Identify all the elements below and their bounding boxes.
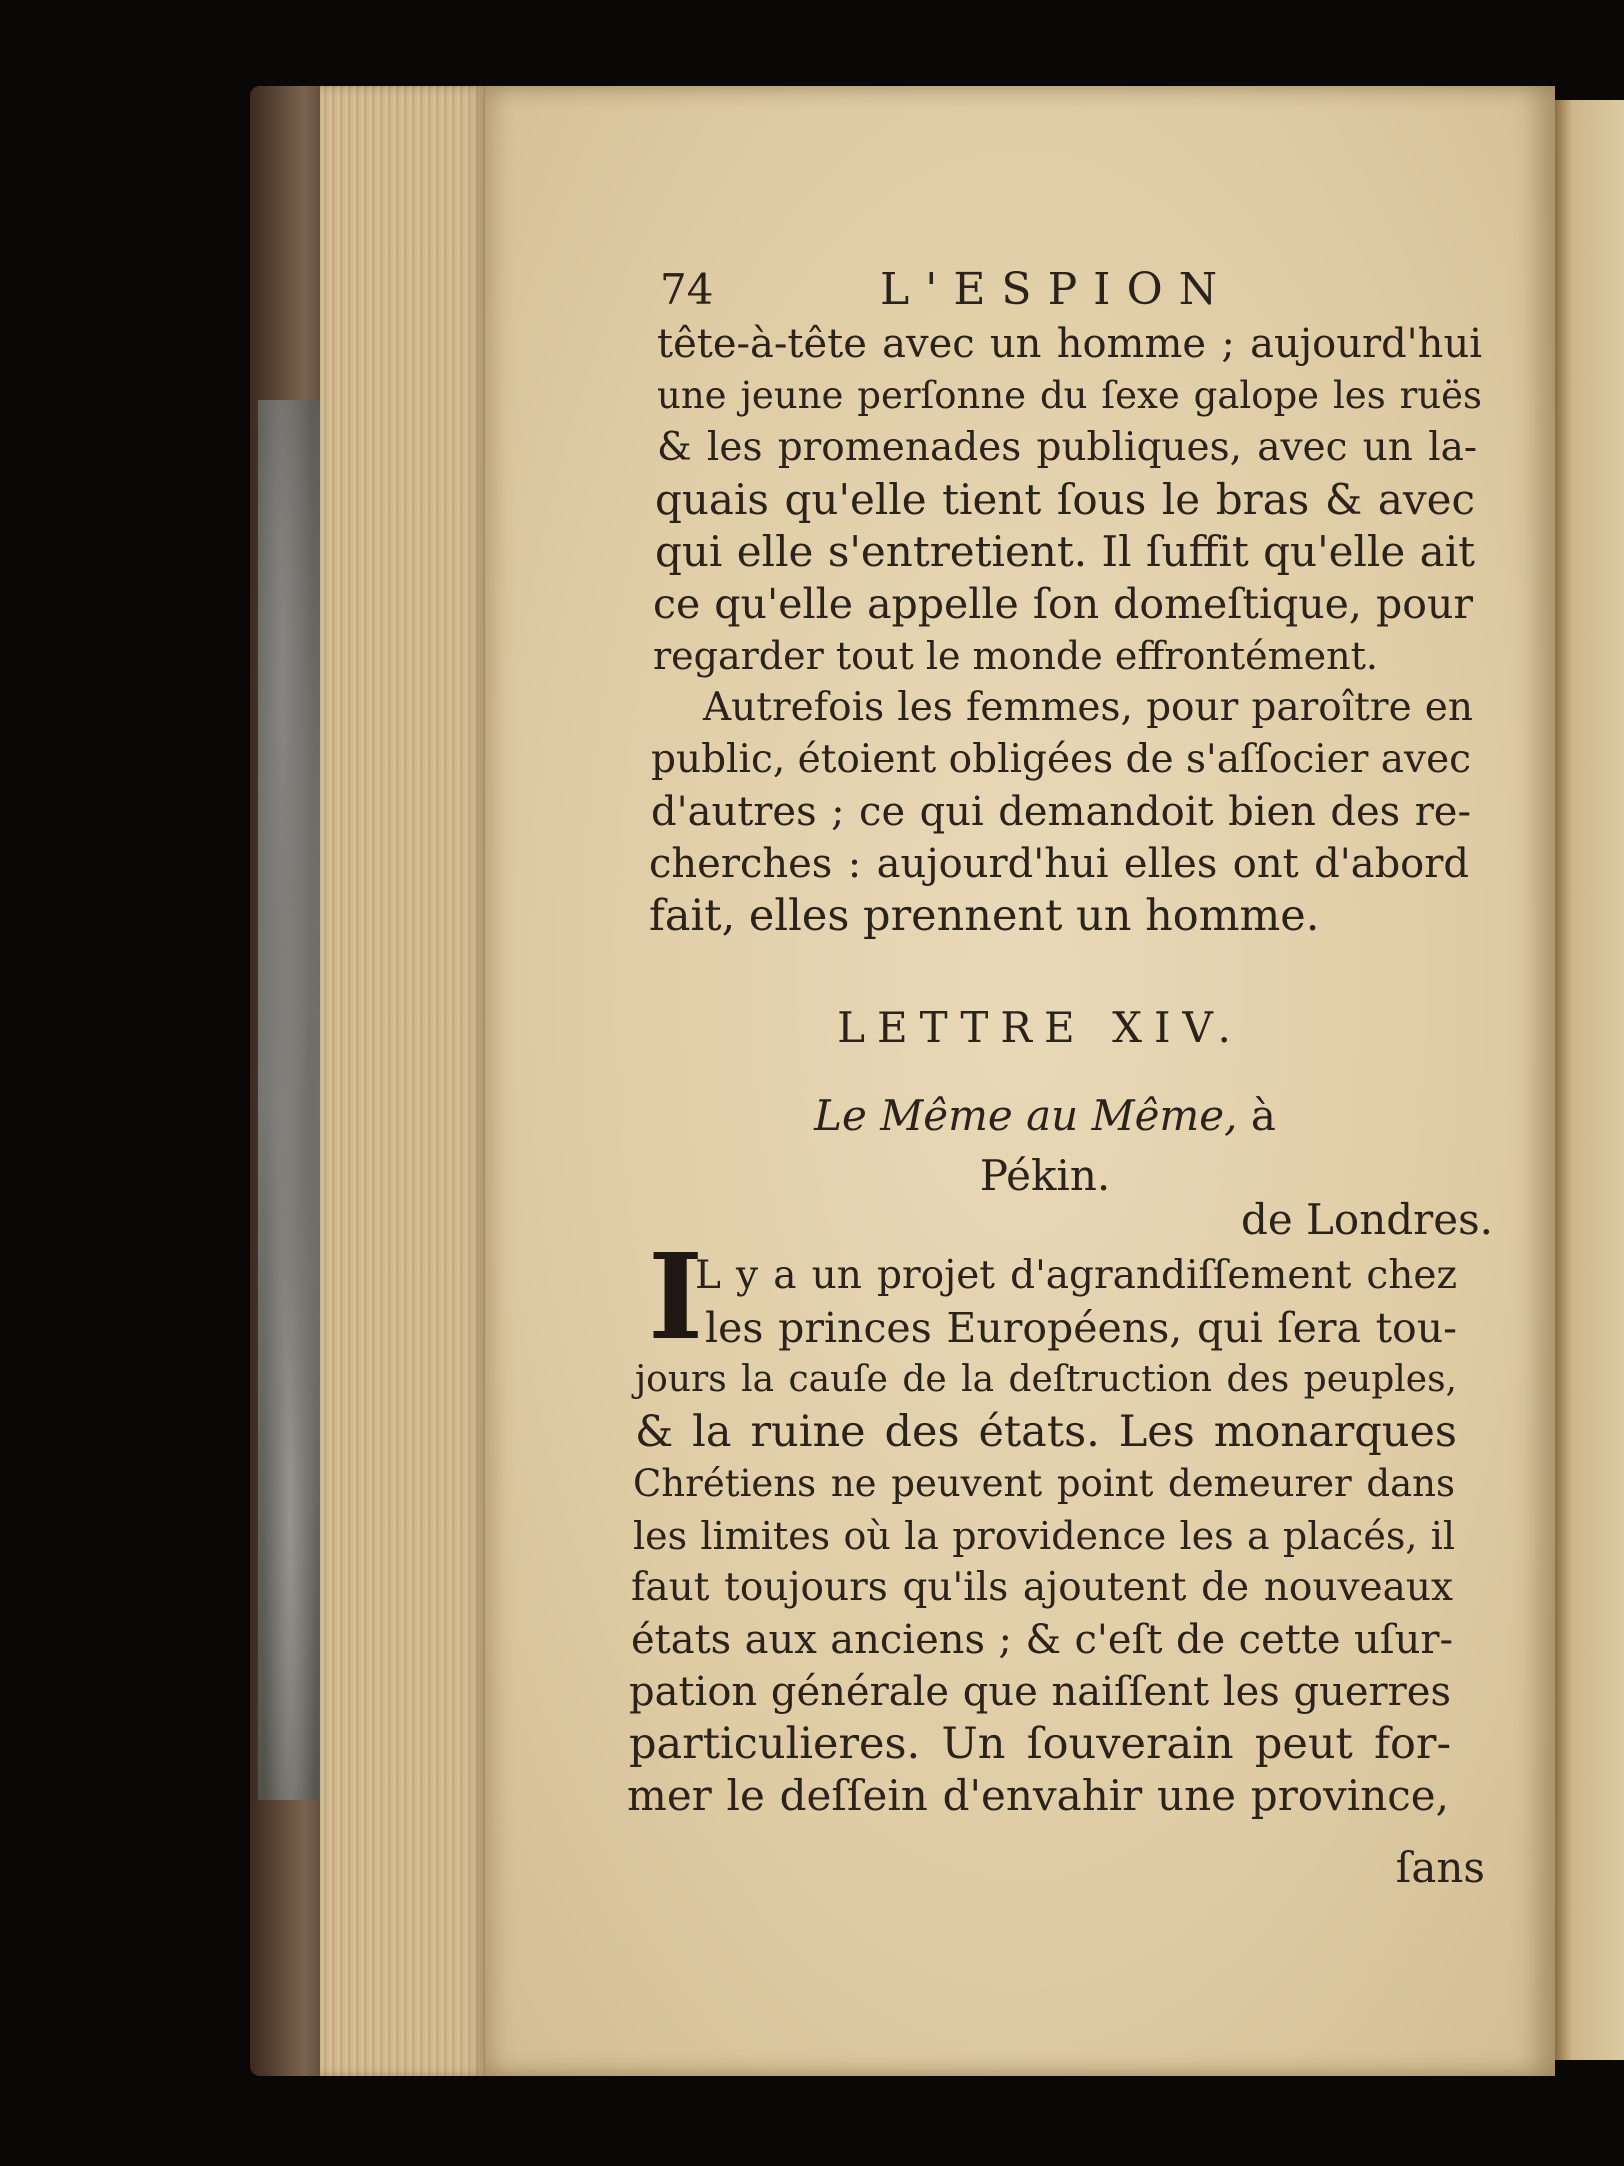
dateline: de Londres. (1240, 1195, 1493, 1244)
subheading-place: à Pékin. (979, 1091, 1276, 1200)
text-line: particulieres. Un ſouverain peut for- (629, 1719, 1451, 1769)
printed-page (485, 86, 1555, 2076)
page-edges (320, 86, 485, 2076)
page-text (485, 86, 1555, 2076)
facing-page-edge (1555, 100, 1624, 2060)
text-line: & la ruine des états. Les monarques (635, 1407, 1457, 1457)
text-line: public, étoient obligées de s'aſſocier avec (651, 737, 1471, 782)
text-line: fait, elles prennent un homme. (649, 891, 1320, 941)
text-line: cherches : aujourd'hui elles ont d'abord (649, 841, 1469, 887)
text-line: jours la cauſe de la deſtruction des peuples, (635, 1359, 1457, 1400)
text-line: tête-à-tête avec un homme ; aujourd'hui (657, 321, 1482, 367)
text-line: regarder tout le monde effrontément. (653, 634, 1378, 678)
subheading-italic: Le Même au Même, (814, 1091, 1238, 1140)
text-line: quais qu'elle tient ſous le bras & avec (655, 475, 1475, 524)
drop-cap: I (648, 1227, 704, 1366)
text-line: Autrefois les femmes, pour paroître en (703, 685, 1473, 730)
text-line: ce qu'elle appelle ſon domeſtique, pour (653, 580, 1473, 628)
text-line: les limites où la providence les a placés, il (633, 1514, 1455, 1558)
text-line: qui elle s'entretient. Il ſuffit qu'elle ait (655, 527, 1475, 576)
page-number: 74 (660, 265, 714, 314)
text-line: & les promenades publiques, avec un la- (657, 425, 1477, 470)
letter-subheading (755, 1086, 1335, 1206)
catchword: ſans (1395, 1843, 1485, 1892)
text-line: L y a un projet d'agrandiſſement chez (695, 1253, 1457, 1298)
text-line: d'autres ; ce qui demandoit bien des re- (651, 789, 1471, 835)
text-line: faut toujours qu'ils ajoutent de nouveaux (631, 1565, 1453, 1610)
text-line: les princes Européens, qui ſera tou- (705, 1304, 1457, 1352)
letter-heading: LETTRE XIV. (837, 1003, 1243, 1052)
text-line: Chrétiens ne peuvent point demeurer dans (633, 1462, 1455, 1505)
running-head: L'ESPION (880, 264, 1234, 315)
text-line: mer le deſſein d'envahir une province, (627, 1771, 1449, 1820)
text-line: pation générale que naiſſent les guerres (629, 1669, 1451, 1715)
text-line: une jeune perſonne du ſexe galope les ruës (657, 374, 1482, 417)
text-line: états aux anciens ; & c'eſt de cette uſur- (631, 1617, 1453, 1663)
